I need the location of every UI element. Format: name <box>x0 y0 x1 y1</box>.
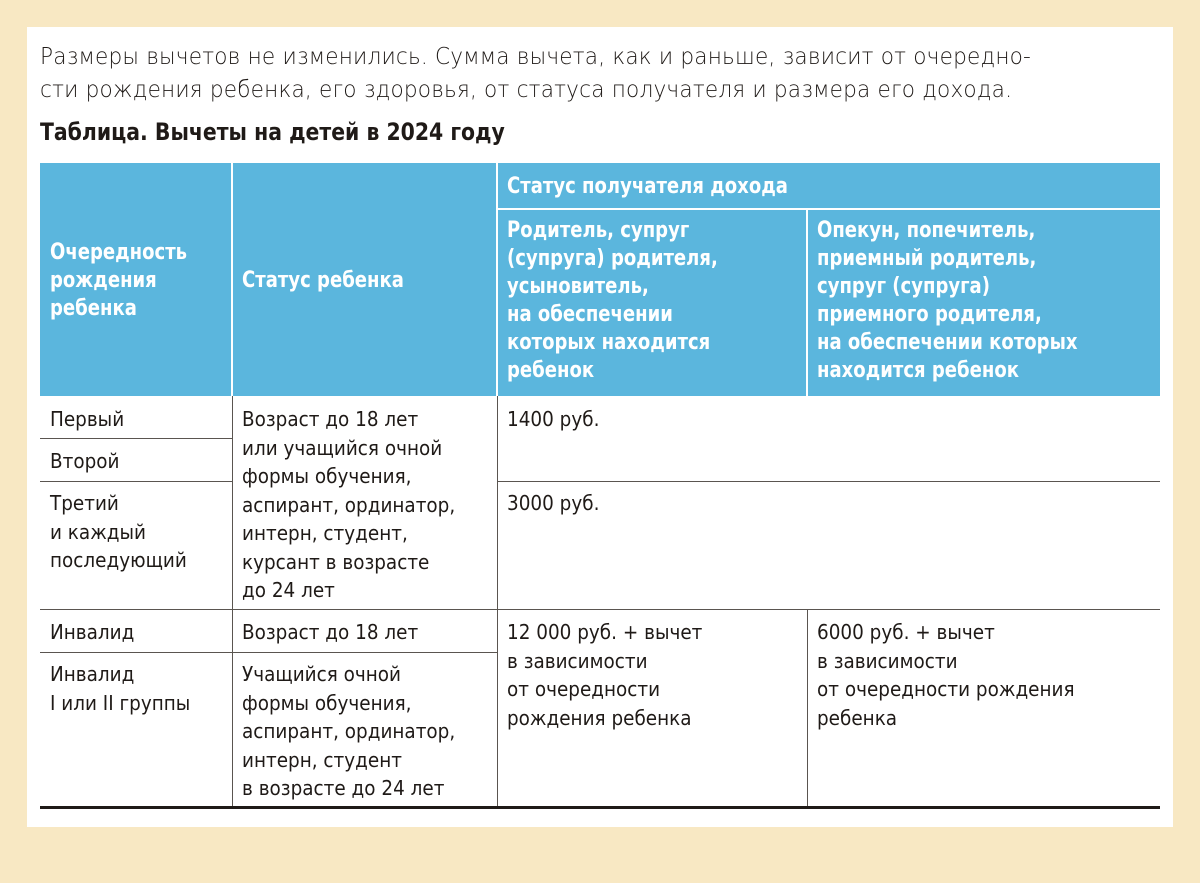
intro-line: сти рождения ребенка, его здоровья, от статуса получателя и размера его дохода. <box>40 75 1013 103</box>
amount-first-second <box>497 396 1160 481</box>
cell-line: интерн, студент <box>242 747 402 772</box>
header-parent <box>497 209 807 396</box>
header-line: Родитель, супруг <box>507 218 690 243</box>
header-divider <box>806 209 808 396</box>
header-birth-order <box>40 163 232 396</box>
cell-line: Второй <box>50 449 120 473</box>
row-disabled <box>40 609 232 652</box>
cell-line: последующий <box>50 548 187 572</box>
header-line: Опекун, попечитель, <box>817 218 1036 243</box>
disabled-status <box>232 609 497 652</box>
header-line: (супруга) родителя, <box>507 246 718 271</box>
cell-line: 3000 руб. <box>507 491 600 515</box>
header-divider <box>497 208 1160 210</box>
cell-line: Инвалид <box>50 620 135 644</box>
row-disabled-group <box>40 652 232 807</box>
header-child-status <box>232 163 497 396</box>
row-second-order <box>40 438 232 481</box>
header-line: Очередность <box>50 240 188 265</box>
header-line: на обеспечении <box>507 302 673 327</box>
header-recipient-status <box>497 163 1160 209</box>
table-title: Таблица. Вычеты на детей в 2024 году <box>40 118 505 146</box>
header-line: рождения <box>50 268 157 293</box>
intro-paragraph <box>40 40 1160 106</box>
table-divider <box>497 396 498 807</box>
cell-line: Возраст до 18 лет <box>242 407 419 431</box>
amount-third <box>497 481 1160 609</box>
table-divider <box>232 396 233 807</box>
table-divider <box>40 609 1160 610</box>
header-line: на обеспечении которых <box>817 330 1078 355</box>
header-line: Статус ребенка <box>242 268 404 293</box>
header-line: супруг (супруга) <box>817 274 990 299</box>
disabled-guardian-amount <box>807 609 1160 807</box>
header-line: которых находится <box>507 330 711 355</box>
cell-line: в возрасте до 24 лет <box>242 776 445 800</box>
header-guardian <box>807 209 1160 396</box>
deductions-table <box>40 163 1160 808</box>
cell-line: формы обучения, <box>242 464 412 488</box>
header-line: Статус получателя дохода <box>507 174 788 199</box>
cell-line: и каждый <box>50 519 146 544</box>
cell-line: 1400 руб. <box>507 407 600 431</box>
child-status-general <box>232 396 497 609</box>
cell-line: Возраст до 18 лет <box>242 620 419 644</box>
cell-line: или учащийся очной <box>242 435 443 460</box>
table-divider <box>40 438 232 439</box>
table-divider <box>40 652 497 653</box>
cell-line: в зависимости <box>507 648 648 673</box>
cell-line: 6000 руб. + вычет <box>817 620 995 644</box>
cell-line: до 24 лет <box>242 578 335 602</box>
cell-line: Третий <box>50 491 119 515</box>
header-line: ребенка <box>50 296 137 321</box>
header-line: усыновитель, <box>507 274 649 299</box>
cell-line: рождения ребенка <box>507 705 692 730</box>
cell-line: Первый <box>50 407 125 431</box>
table-divider <box>807 609 808 807</box>
header-line: находится ребенок <box>817 358 1019 383</box>
table-bottom-rule <box>40 806 1160 809</box>
cell-line: от очередности рождения <box>817 677 1075 701</box>
cell-line: в зависимости <box>817 648 958 673</box>
cell-line: 12 000 руб. + вычет <box>507 620 703 644</box>
row-third-order <box>40 481 232 609</box>
table-divider <box>497 481 1160 482</box>
cell-line: I или II группы <box>50 690 191 715</box>
header-divider <box>231 163 233 396</box>
cell-line: Инвалид <box>50 662 135 686</box>
cell-line: ребенка <box>817 705 898 730</box>
cell-line: аспирант, ординатор, <box>242 492 456 517</box>
header-line: приемный родитель, <box>817 246 1037 271</box>
header-line: ребенок <box>507 358 595 383</box>
intro-line: Размеры вычетов не изменились. Сумма вычета, как и раньше, зависит от очередно- <box>40 42 1032 70</box>
row-first-order <box>40 396 232 438</box>
disabled-parent-amount <box>497 609 807 807</box>
cell-line: Учащийся очной <box>242 662 402 686</box>
cell-line: интерн, студент, <box>242 521 408 545</box>
cell-line: от очередности <box>507 677 661 701</box>
table-divider <box>40 481 232 482</box>
cell-line: формы обучения, <box>242 690 412 715</box>
header-line: приемного родителя, <box>817 302 1042 327</box>
disabled-group-status <box>232 652 497 807</box>
cell-line: аспирант, ординатор, <box>242 719 456 743</box>
header-divider <box>496 163 498 396</box>
cell-line: курсант в возрасте <box>242 549 430 574</box>
